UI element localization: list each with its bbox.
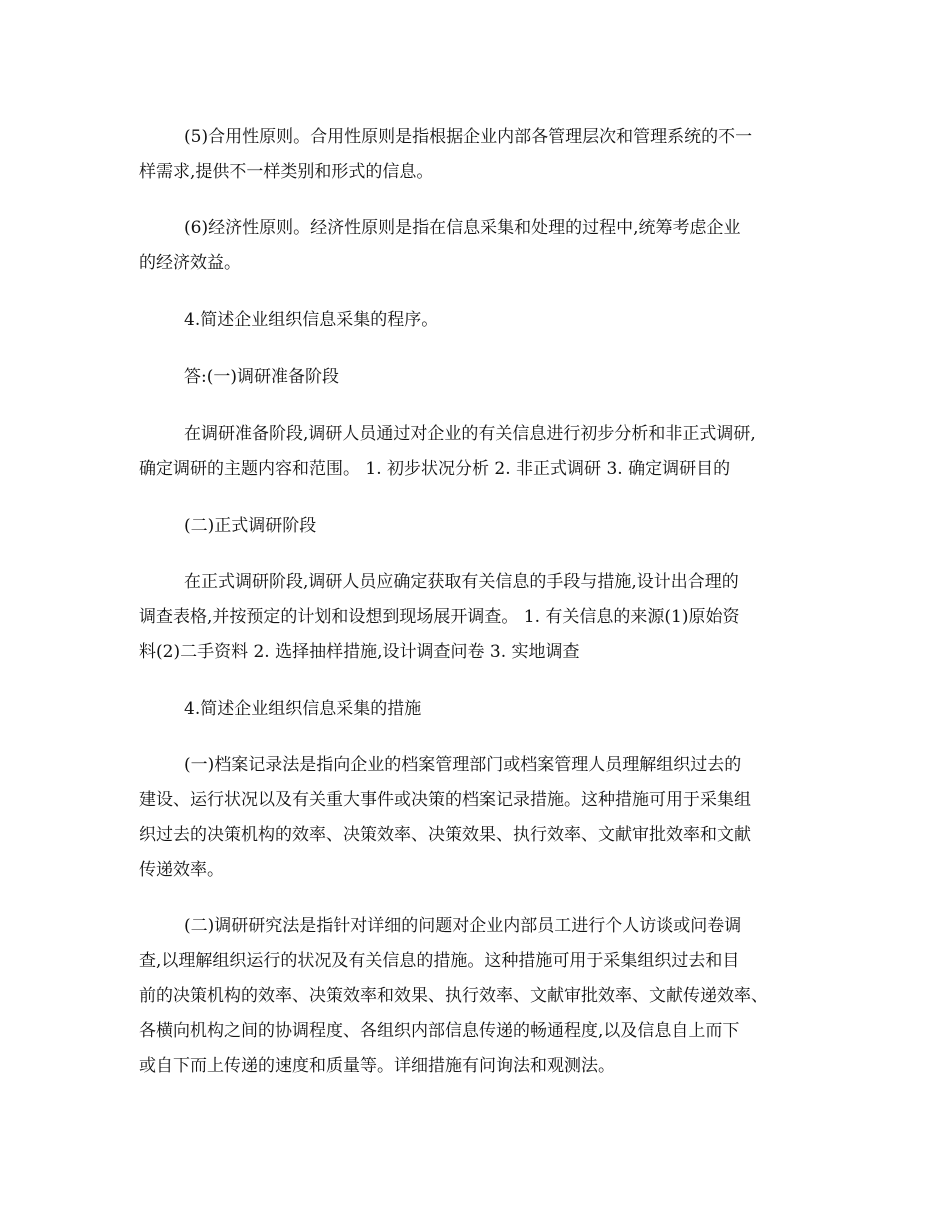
archive-method-line-1: (一)档案记录法是指向企业的档案管理部门或档案管理人员理解组织过去的 [184, 755, 742, 775]
answer-stage-1-heading: 答:(一)调研准备阶段 [184, 367, 339, 387]
preparation-stage-line-2: 确定调研的主题内容和范围。 1. 初步状况分析 2. 非正式调研 3. 确定调研目的 [139, 459, 731, 479]
paragraph-2-line-2: 的经济效益。 [139, 253, 241, 273]
paragraph-2-line-1: (6)经济性原则。经济性原则是指在信息采集和处理的过程中,统筹考虑企业 [184, 218, 741, 238]
research-method-line-4: 各横向机构之间的协调程度、各组织内部信息传递的畅通程度,以及信息自上而下 [139, 1021, 740, 1041]
research-method-line-3: 前的决策机构的效率、决策效率和效果、执行效率、文献审批效率、文献传递效率、 [139, 986, 768, 1006]
answer-stage-2-heading: (二)正式调研阶段 [184, 516, 317, 536]
formal-stage-line-2: 调查表格,并按预定的计划和设想到现场展开调查。 1. 有关信息的来源(1)原始资 [139, 607, 740, 627]
paragraph-1-line-1: (5)合用性原则。合用性原则是指根据企业内部各管理层次和管理系统的不一 [184, 127, 753, 147]
paragraph-1-line-2: 样需求,提供不一样类别和形式的信息。 [139, 162, 434, 182]
formal-stage-line-3: 料(2)二手资料 2. 选择抽样措施,设计调查问卷 3. 实地调查 [139, 642, 580, 662]
question-heading-methods: 4.简述企业组织信息采集的措施 [184, 699, 422, 719]
archive-method-line-3: 织过去的决策机构的效率、决策效率、决策效果、执行效率、文献审批效率和文献 [139, 825, 751, 845]
research-method-line-1: (二)调研研究法是指针对详细的问题对企业内部员工进行个人访谈或问卷调 [184, 916, 742, 936]
preparation-stage-line-1: 在调研准备阶段,调研人员通过对企业的有关信息进行初步分析和非正式调研, [184, 424, 756, 444]
archive-method-line-4: 传递效率。 [139, 860, 224, 880]
question-heading-procedure: 4.简述企业组织信息采集的程序。 [184, 310, 439, 330]
archive-method-line-2: 建设、运行状况以及有关重大事件或决策的档案记录措施。这种措施可用于采集组 [139, 790, 751, 810]
research-method-line-2: 查,以理解组织运行的状况及有关信息的措施。这种措施可用于采集组织过去和目 [139, 951, 740, 971]
research-method-line-5: 或自下而上传递的速度和质量等。详细措施有问询法和观测法。 [139, 1056, 615, 1076]
formal-stage-line-1: 在正式调研阶段,调研人员应确定获取有关信息的手段与措施,设计出合理的 [184, 572, 739, 592]
